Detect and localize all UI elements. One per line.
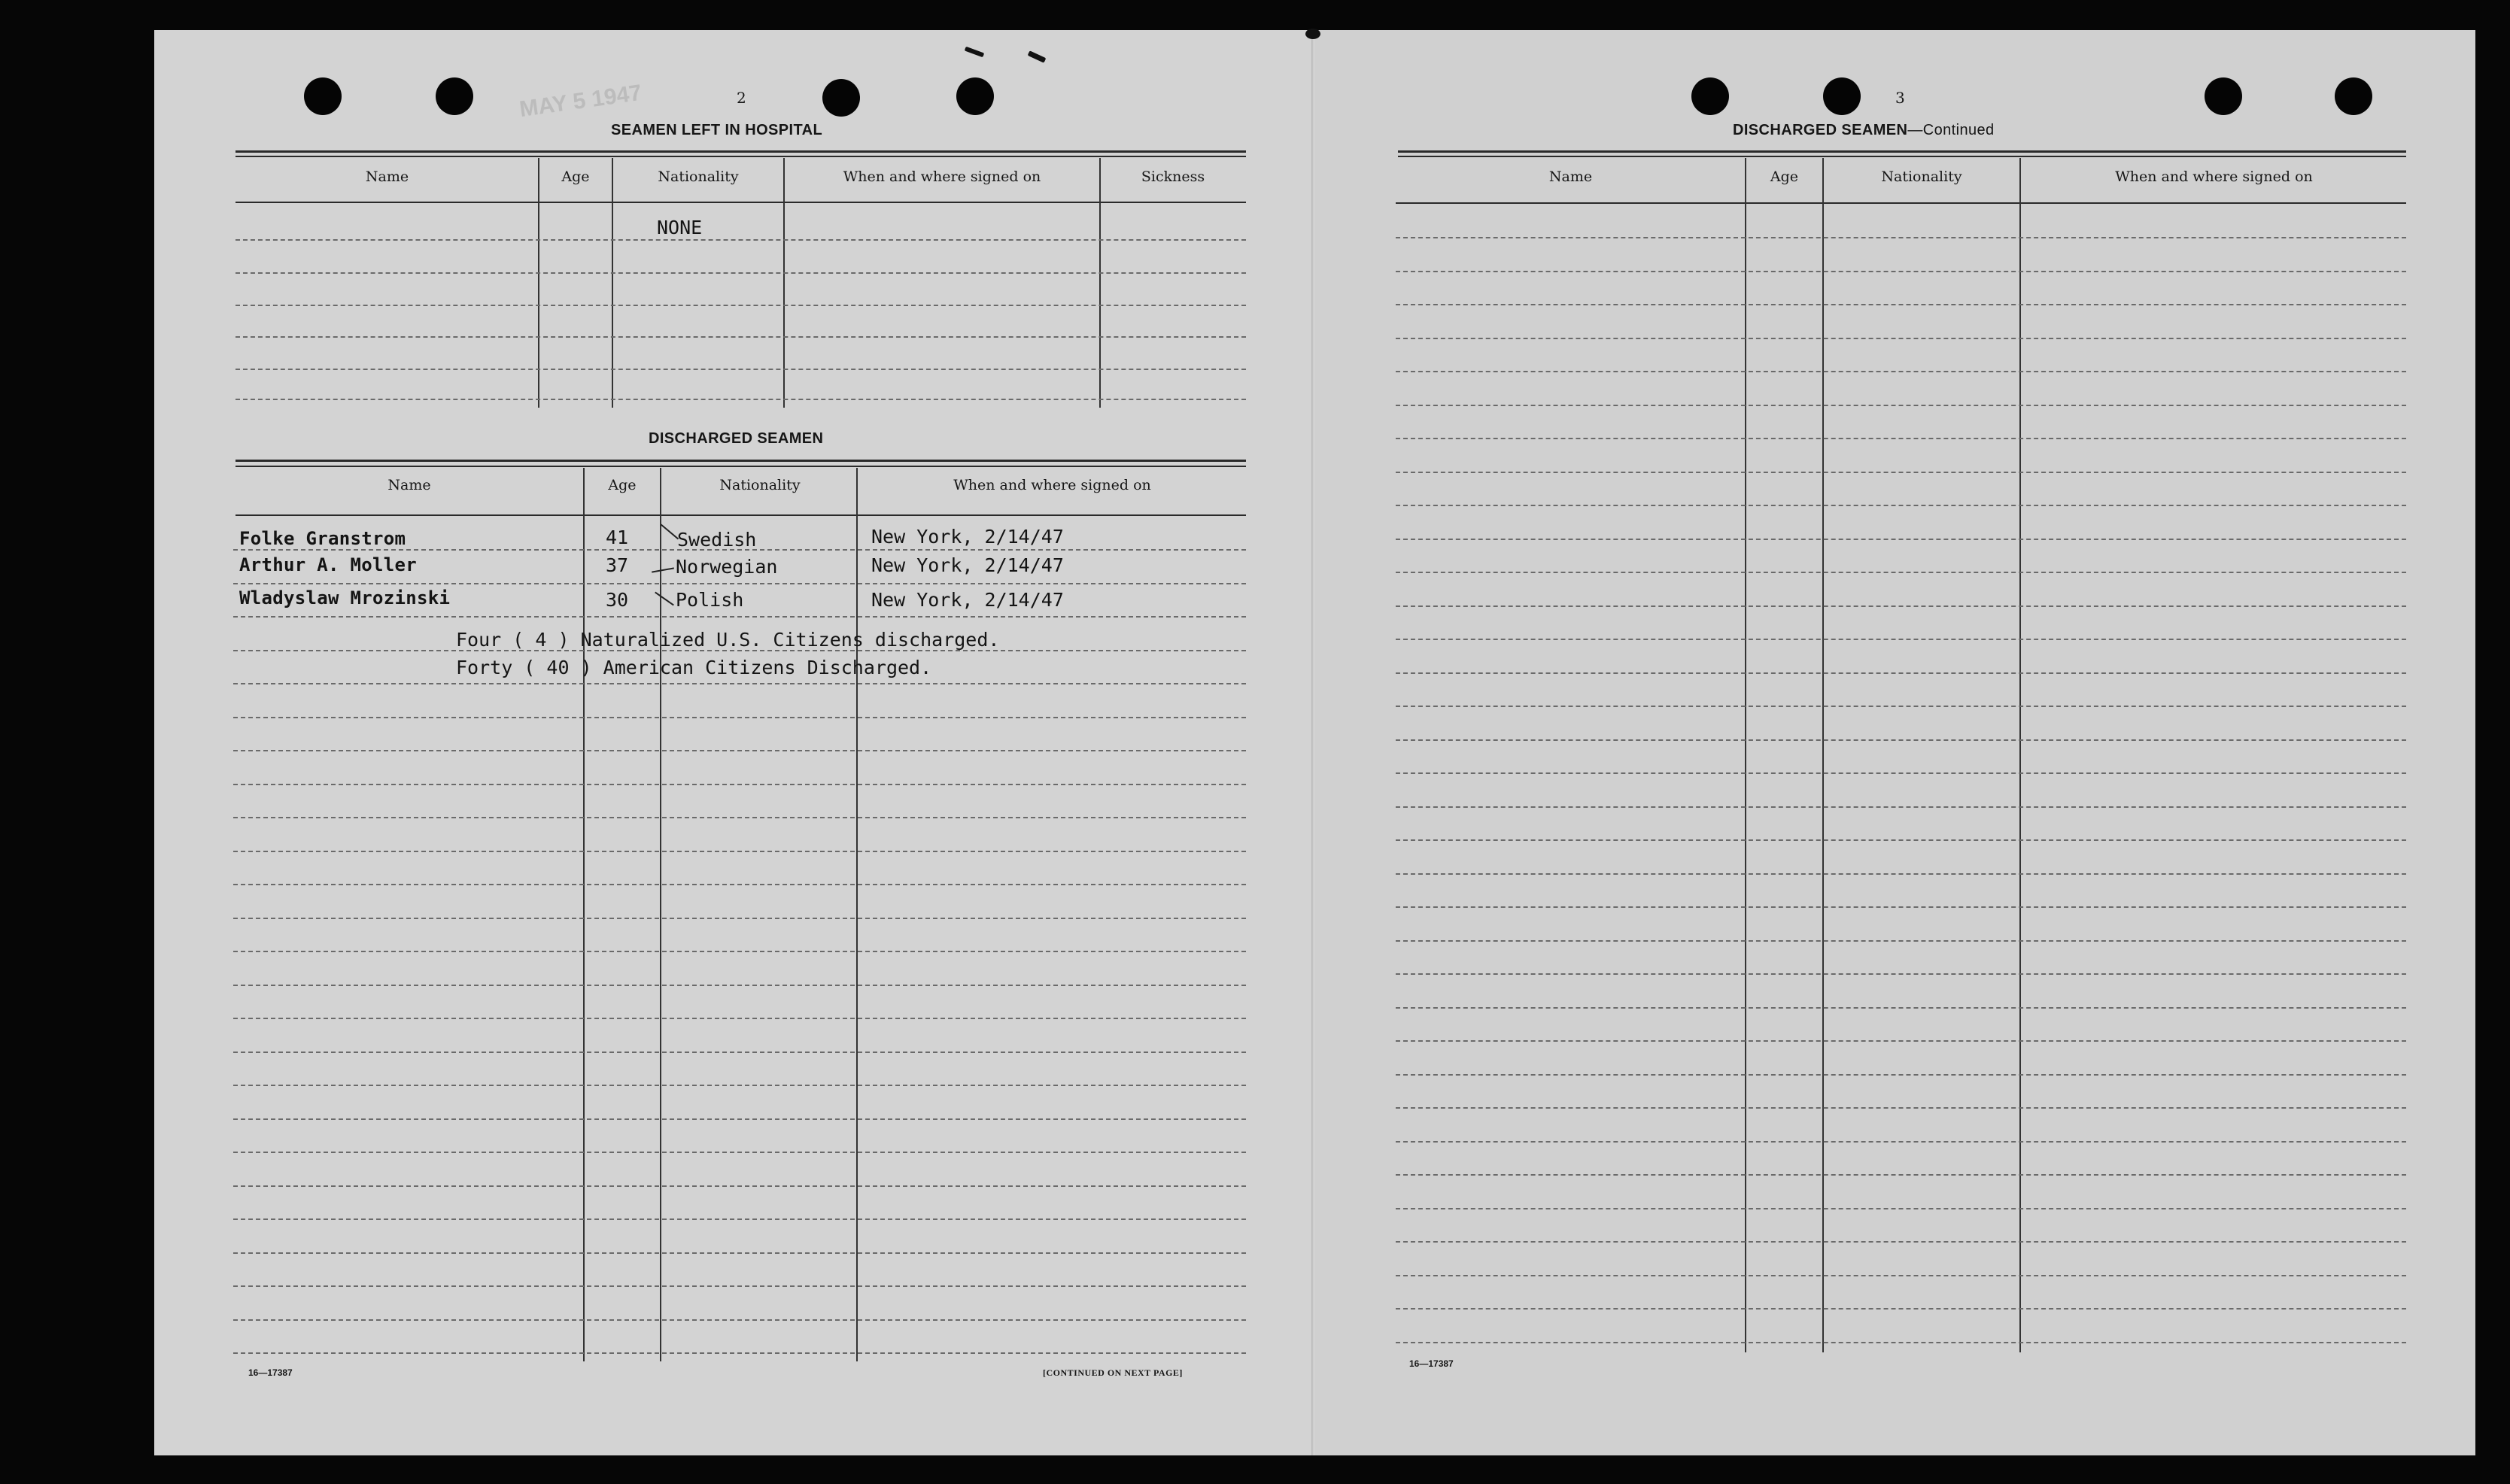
ruled-line	[233, 851, 1246, 852]
ruled-line	[233, 817, 1246, 818]
hospital-section-title: SEAMEN LEFT IN HOSPITAL	[611, 122, 823, 138]
discharged-header-rule	[236, 514, 1246, 516]
seaman-nationality: Norwegian	[676, 556, 778, 578]
seaman-signed-on: New York, 2/14/47	[871, 554, 1064, 576]
ruled-line	[233, 884, 1246, 885]
hospital-col-age: Age	[561, 168, 590, 185]
discharged-col-nationality: Nationality	[719, 477, 801, 493]
continued-col-nationality: Nationality	[1881, 168, 1962, 185]
continued-col-signed-on: When and where signed on	[2115, 168, 2313, 185]
seaman-age: 41	[606, 527, 629, 548]
page-number: 2	[737, 89, 746, 107]
hospital-col-sickness: Sickness	[1141, 168, 1205, 185]
punch-hole	[304, 77, 342, 115]
ruled-line	[1396, 605, 2406, 607]
title-main: DISCHARGED SEAMEN	[1733, 122, 1908, 138]
ruled-line	[1396, 940, 2406, 942]
hospital-entry-none: NONE	[657, 217, 703, 238]
seaman-name: Folke Granstrom	[239, 528, 406, 549]
form-number: 16—17387	[248, 1367, 293, 1378]
ruled-line	[1396, 839, 2406, 841]
punch-hole	[436, 77, 473, 115]
punch-hole	[1691, 77, 1729, 115]
ruled-line	[1396, 338, 2406, 339]
ruled-line	[1396, 873, 2406, 875]
ruled-line	[1396, 706, 2406, 707]
american-citizens-note: Forty ( 40 ) American Citizens Discharged.	[456, 657, 932, 678]
seaman-signed-on: New York, 2/14/47	[871, 526, 1064, 548]
punch-hole	[956, 77, 994, 115]
ruled-line	[1396, 1007, 2406, 1009]
ruled-line	[1396, 1275, 2406, 1276]
seaman-nationality: Swedish	[677, 529, 757, 551]
ruled-line	[1396, 772, 2406, 774]
ruled-line	[1396, 539, 2406, 540]
continued-col-age: Age	[1770, 168, 1799, 185]
continued-table-top-rule	[1398, 156, 2406, 157]
seaman-nationality: Polish	[676, 589, 744, 611]
ruled-line	[233, 1018, 1246, 1019]
page-fold	[1311, 30, 1314, 1455]
ruled-line	[233, 1252, 1246, 1254]
ruled-line	[1396, 1241, 2406, 1243]
seaman-age: 30	[606, 589, 629, 611]
punch-hole	[2335, 77, 2372, 115]
discharged-continued-title	[1733, 122, 1995, 139]
ruled-line	[233, 683, 1246, 684]
page-number: 3	[1895, 89, 1905, 107]
ruled-line	[1396, 806, 2406, 808]
ruled-line	[1396, 1074, 2406, 1076]
ruled-line	[1396, 1308, 2406, 1310]
punch-hole	[822, 79, 860, 117]
ruled-line	[1396, 304, 2406, 305]
hospital-ruled-line	[236, 369, 1246, 370]
ruled-line	[1396, 639, 2406, 640]
ruled-line	[233, 918, 1246, 919]
continued-col-name: Name	[1548, 168, 1593, 185]
discharged-col-name: Name	[387, 477, 431, 493]
ruled-line	[1396, 1174, 2406, 1176]
continued-note: [CONTINUED ON NEXT PAGE]	[1043, 1367, 1183, 1378]
hospital-ruled-line	[236, 399, 1246, 400]
ruled-line	[1396, 505, 2406, 506]
discharged-col-signed-on: When and where signed on	[953, 477, 1151, 493]
ruled-line	[1396, 739, 2406, 741]
ruled-line	[1396, 1141, 2406, 1143]
continued-table-top-rule	[1398, 150, 2406, 153]
hospital-ruled-line	[236, 336, 1246, 338]
ruled-line	[1396, 572, 2406, 573]
discharged-col-age: Age	[608, 477, 637, 493]
hospital-header-rule	[236, 202, 1246, 203]
ruled-line	[1396, 1342, 2406, 1343]
ruled-line	[1396, 1040, 2406, 1042]
hospital-ruled-line	[236, 239, 1246, 241]
discharged-table-top-rule	[236, 460, 1246, 462]
ruled-line	[233, 784, 1246, 785]
hospital-col-divider	[612, 158, 613, 408]
seaman-signed-on: New York, 2/14/47	[871, 589, 1064, 611]
bleed-through-stamp: MAY 5 1947	[518, 80, 643, 123]
form-number: 16—17387	[1409, 1358, 1454, 1369]
discharged-col-divider	[660, 468, 661, 1361]
discharged-col-divider	[583, 468, 585, 1361]
seaman-age: 37	[606, 554, 629, 576]
ruled-line	[1396, 405, 2406, 406]
ruled-line	[1396, 472, 2406, 473]
ruled-line	[233, 750, 1246, 751]
ruled-line	[233, 1118, 1246, 1120]
hospital-col-signed-on: When and where signed on	[843, 168, 1041, 185]
scan-mark	[1305, 29, 1320, 39]
hospital-ruled-line	[236, 305, 1246, 306]
ruled-line	[233, 951, 1246, 952]
ruled-line	[233, 1085, 1246, 1086]
discharged-col-divider	[856, 468, 858, 1361]
seaman-name: Wladyslaw Mrozinski	[239, 587, 451, 608]
ruled-line	[233, 1218, 1246, 1220]
ruled-line	[1396, 1208, 2406, 1209]
discharged-section-title: DISCHARGED SEAMEN	[649, 430, 824, 447]
ruled-line	[1396, 1107, 2406, 1109]
hospital-col-divider	[1099, 158, 1101, 408]
naturalized-citizens-note: Four ( 4 ) Naturalized U.S. Citizens discharged.	[456, 629, 1000, 651]
ruled-line	[1396, 906, 2406, 908]
ruled-line	[233, 1352, 1246, 1354]
hospital-col-divider	[783, 158, 785, 408]
hospital-col-nationality: Nationality	[658, 168, 739, 185]
continued-header-rule	[1396, 202, 2406, 204]
punch-hole	[1823, 77, 1861, 115]
ruled-line	[233, 1052, 1246, 1053]
hospital-col-name: Name	[365, 168, 409, 185]
ruled-line	[233, 616, 1246, 618]
ruled-line	[233, 583, 1246, 584]
ruled-line	[233, 1152, 1246, 1153]
ruled-line	[233, 717, 1246, 718]
ruled-line	[233, 1185, 1246, 1187]
discharged-table-top-rule	[236, 466, 1246, 467]
ruled-line	[233, 1285, 1246, 1287]
ruled-line	[233, 1319, 1246, 1321]
ruled-line	[1396, 672, 2406, 674]
ruled-line	[1396, 237, 2406, 238]
left-page	[154, 30, 1313, 1455]
hospital-ruled-line	[236, 272, 1246, 274]
title-suffix: —Continued	[1907, 122, 1995, 138]
hospital-col-divider	[538, 158, 539, 408]
seaman-name: Arthur A. Moller	[239, 554, 417, 575]
hospital-table-top-rule	[236, 150, 1246, 153]
punch-hole	[2205, 77, 2242, 115]
hospital-table-top-rule	[236, 156, 1246, 157]
ruled-line	[1396, 438, 2406, 439]
ruled-line	[233, 985, 1246, 986]
ruled-line	[1396, 371, 2406, 372]
ruled-line	[1396, 973, 2406, 975]
ruled-line	[1396, 271, 2406, 272]
